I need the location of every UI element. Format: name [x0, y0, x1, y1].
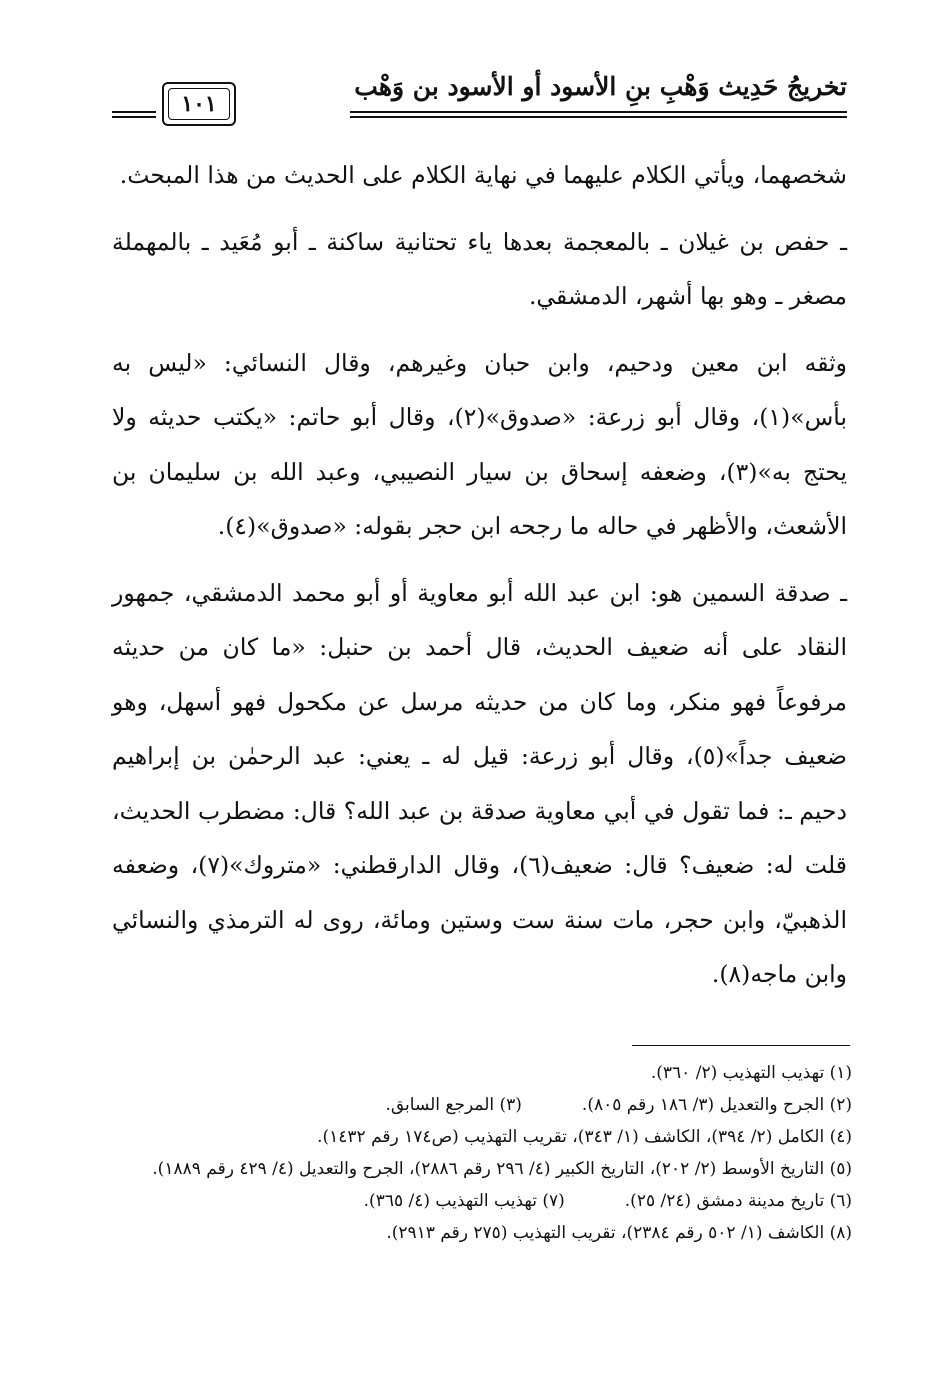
footnote-separator [632, 1045, 850, 1046]
paragraph-text: شخصهما، ويأتي الكلام عليهما في نهاية الكلام على الحديث من هذا المبحث. [119, 161, 847, 189]
header-rule [112, 116, 156, 118]
footnote-row [112, 1185, 852, 1217]
paragraph-text: وثقه ابن معين ودحيم، وابن حبان وغيرهم، وقال النسائي: «ليس به بأس»(١)، وقال أبو زرعة: «صدوق»(٢)، وقال أبو حاتم: «يكتب حديثه ولا يحتج به»(٣)، وضعفه إسحاق بن سيار النصيبي، وعبد الله بن سليمان بن الأشعث، والأظهر في حاله ما رجحه ابن حجر بقوله: «صدوق»(٤). [112, 348, 847, 540]
paragraph-text: ـ صدقة السمين هو: ابن عبد الله أبو معاوية أو أبو محمد الدمشقي، جمهور النقاد على أنه ضعيف الحديث، قال أحمد بن حنبل: «ما كان من حديثه مرفوعاً فهو منكر، وما كان من حديثه مرسل عن مكحول فهو أسهل، وهو ضعيف جداً»(٥)، وقال أبو زرعة: قيل له ـ يعني: عبد الرحمٰن بن إبراهيم دحيم ـ: فما تقول في أبي معاوية صدقة بن عبد الله؟ قال: مضطرب الحديث، قلت له: ضعيف؟ قال: ضعيف(٦)، وقال الدارقطني: «متروك»(٧)، وضعفه الذهبيّ، وابن حجر، مات سنة ست وستين ومائة، روى له الترمذي والنسائي وابن ماجه(٨). [112, 578, 847, 988]
footnote: (٧) تهذيب التهذيب (٤/ ٣٦٥). [363, 1191, 565, 1211]
footnote: (٢) الجرح والتعديل (٣/ ١٨٦ رقم ٨٠٥). [581, 1095, 852, 1115]
footnote: (٣) المرجع السابق. [385, 1095, 522, 1115]
paragraph [112, 566, 847, 1002]
footnotes [112, 1057, 852, 1249]
header-rule [112, 111, 156, 113]
paragraph-text: ـ حفص بن غيلان ـ بالمعجمة بعدها ياء تحتانية ساكنة ـ أبو مُعَيد ـ بالمهملة مصغر ـ وهو بها أشهر، الدمشقي. [112, 227, 847, 310]
paragraph [112, 215, 847, 324]
footnote-row [112, 1089, 852, 1121]
footnote: (١) تهذيب التهذيب (٢/ ٣٦٠). [650, 1063, 852, 1083]
header-rule [350, 111, 847, 113]
footnote: (٥) التاريخ الأوسط (٢/ ٢٠٢)، التاريخ الكبير (٤/ ٢٩٦ رقم ٢٨٨٦)، الجرح والتعديل (٤/ ٤٢٩ رقم ١٨٨٩). [152, 1159, 852, 1179]
running-header [112, 66, 847, 128]
footnote: (٦) تاريخ مدينة دمشق (٢٤/ ٢٥). [624, 1191, 852, 1211]
header-rule [350, 116, 847, 118]
paragraph [112, 148, 847, 203]
paragraph [112, 336, 847, 554]
page-number-frame [162, 82, 236, 126]
main-text [112, 148, 847, 1014]
footnote: (٨) الكاشف (١/ ٥٠٢ رقم ٢٣٨٤)، تقريب التهذيب (٢٧٥ رقم ٢٩١٣). [386, 1223, 852, 1243]
footnote: (٤) الكامل (٢/ ٣٩٤)، الكاشف (١/ ٣٤٣)، تقريب التهذيب (ص١٧٤ رقم ١٤٣٢). [317, 1127, 852, 1147]
header-title: تخريجُ حَدِيث وَهْبِ بنِ الأسود أو الأسود بن وَهْب [354, 72, 847, 101]
page-number: ١٠١ [181, 91, 217, 117]
